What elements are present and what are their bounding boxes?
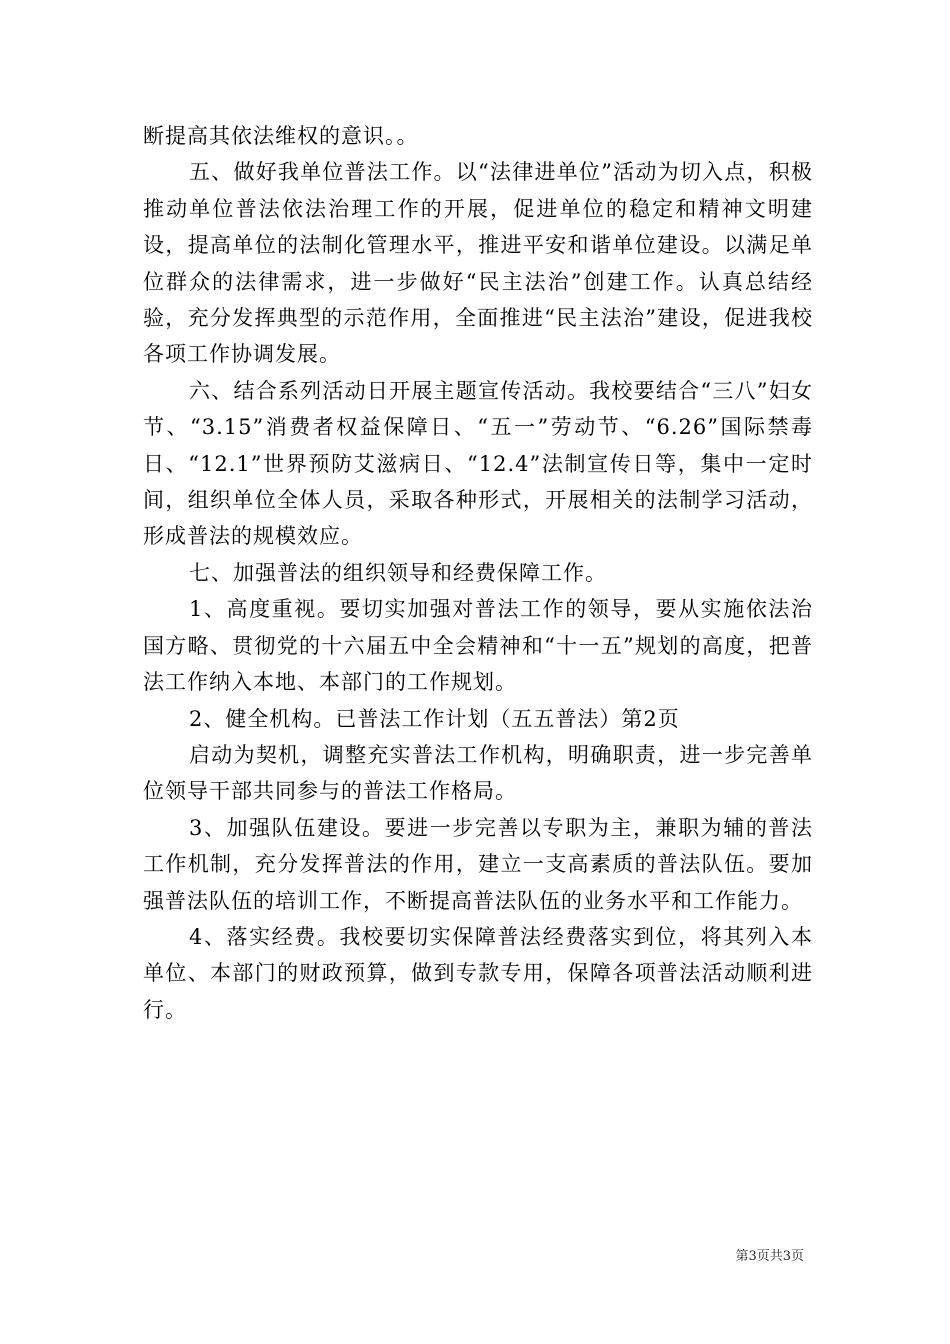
paragraph-continuation: 断提高其依法维权的意识。。 (143, 124, 419, 148)
paragraph-item-2-continued: 启动为契机，调整充实普法工作机构，明确职责，进一步完善单位领导干部共同参与的普法工作格局。 (143, 742, 813, 804)
paragraph-item-1: 1、高度重视。要切实加强对普法工作的领导，要从实施依法治国方略、贯彻党的十六届五中全会精神和“十一五”规划的高度，把普法工作纳入本地、本部门的工作规划。 (143, 597, 813, 695)
document-body (143, 118, 813, 1028)
paragraph-section-5: 五、做好我单位普法工作。以“法律进单位”活动为切入点，积极推动单位普法依法治理工作的开展，促进单位的稳定和精神文明建设，提高单位的法制化管理水平，推进平安和谐单位建设。以满足单位群众的法律需求，进一步做好“民主法治”创建工作。认真总结经验，充分发挥典型的示范作用，全面推进“民主法治”建设，促进我校各项工作协调发展。 (143, 160, 813, 367)
paragraph-section-6: 六、结合系列活动日开展主题宣传活动。我校要结合“三八”妇女节、“3.15”消费者权益保障日、“五一”劳动节、“6.26”国际禁毒日、“12.1”世界预防艾滋病日、“12.4”法制宣传日等，集中一定时间，组织单位全体人员，采取各种形式，开展相关的法制学习活动，形成普法的规模效应。 (143, 378, 813, 549)
paragraph-item-2: 2、健全机构。已普法工作计划（五五普法）第2页 (189, 706, 680, 731)
page-number-footer: 第3页共3页 (735, 1249, 804, 1264)
paragraph-item-3: 3、加强队伍建设。要进一步完善以专职为主，兼职为辅的普法工作机制，充分发挥普法的作用，建立一支高素质的普法队伍。要加强普法队伍的培训工作，不断提高普法队伍的业务水平和工作能力。 (143, 815, 813, 913)
paragraph-item-4: 4、落实经费。我校要切实保障普法经费落实到位，将其列入本单位、本部门的财政预算，做到专款专用，保障各项普法活动顺利进行。 (143, 924, 813, 1022)
paragraph-section-7-heading: 七、加强普法的组织领导和经费保障工作。 (189, 560, 607, 585)
